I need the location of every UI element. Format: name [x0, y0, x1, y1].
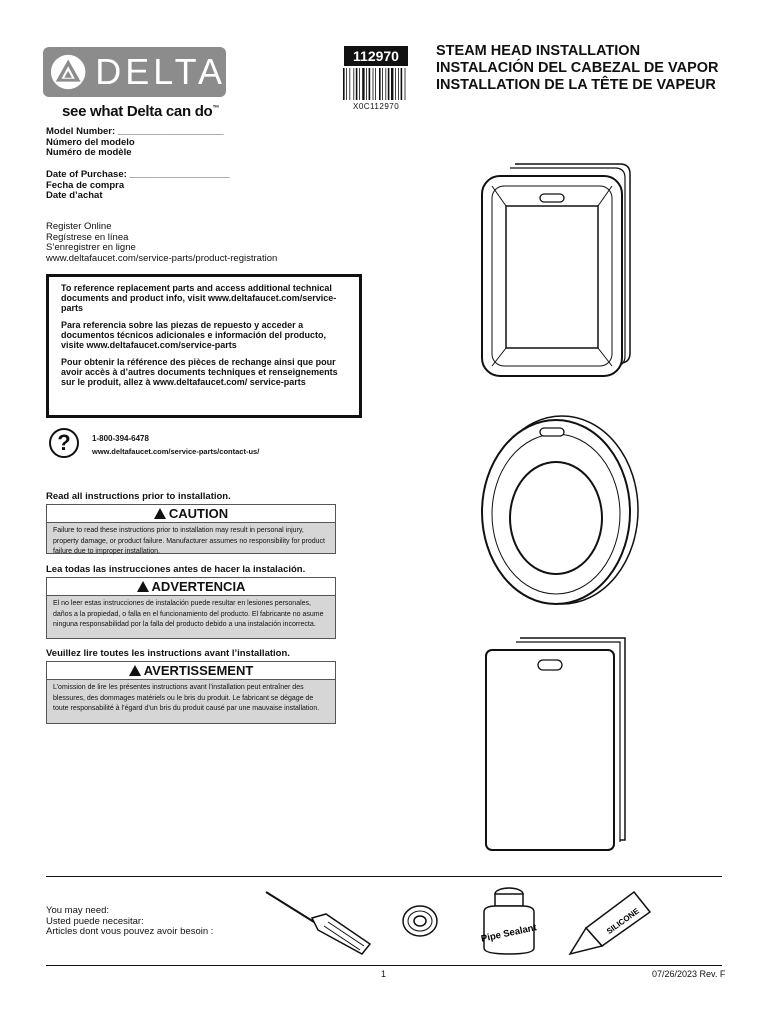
revision-date: 07/26/2023 Rev. F	[652, 969, 726, 979]
warning-triangle-icon	[137, 581, 149, 592]
title-en: STEAM HEAD INSTALLATION	[436, 43, 641, 59]
avertissement-title: AVERTISSEMENT	[47, 662, 335, 680]
caution-box	[46, 504, 336, 554]
register-block	[46, 222, 277, 264]
advertencia-body: El no leer estas instrucciones de instalación puede resultar en lesiones personales, daños a la propiedad, o falla en el funcionamiento del producto. El fabricante no asume ninguna responsabilidad por la falla del producto debido a una instalación incorrecta.	[53, 600, 324, 628]
title-es: INSTALACIÓN DEL CABEZAL DE VAPOR	[436, 60, 719, 76]
silicone-label: SILICONE	[604, 906, 641, 936]
rectangular-steam-head-illustration	[480, 630, 640, 860]
screwdriver-icon	[262, 888, 374, 956]
barcode-bar	[349, 68, 350, 100]
barcode-bar	[373, 68, 374, 100]
warning-triangle-icon	[154, 508, 166, 519]
you-may-need-fr: Articles dont vous pouvez avoir besoin :	[46, 926, 214, 937]
help-url[interactable]: www.deltafaucet.com/service-parts/contact-us/	[92, 447, 260, 456]
service-parts-info-box	[46, 274, 362, 418]
purchase-date-label: Date of Purchase: ___________________	[46, 169, 230, 180]
barcode-bar	[343, 68, 345, 100]
info-en: To reference replacement parts and access additional technical documents and product info, visit www.deltafaucet.com/service-parts	[61, 283, 337, 313]
you-may-need-block	[46, 906, 213, 938]
avertissement-body: L’omission de lire les présentes instructions avant l’installation peut entraîner des blessures, des dommages matériels ou le bris du produit. Le fabricant se dégage de toute responsabilité à l’égard d’un bris du produit causé par une mauvaise installation.	[53, 684, 320, 712]
barcode-bar	[362, 68, 364, 100]
register-fr: S’enregistrer en ligne	[46, 242, 136, 253]
barcode-bar	[375, 68, 376, 100]
advertencia-title: ADVERTENCIA	[47, 578, 335, 596]
barcode-bar	[379, 68, 381, 100]
barcode-bar	[405, 68, 406, 100]
brand-name: DELTA	[95, 51, 226, 92]
warning-triangle-icon	[129, 665, 141, 676]
barcode-bar	[388, 68, 390, 100]
caution-title: CAUTION	[47, 505, 335, 523]
register-en: Register Online	[46, 221, 112, 232]
barcode-bar	[346, 68, 347, 100]
round-steam-head-illustration	[470, 410, 645, 610]
model-number-es: Número del modelo	[46, 136, 135, 148]
barcode-bar	[359, 68, 360, 100]
delta-logo	[43, 47, 226, 97]
model-number-fr: Numéro de modèle	[46, 147, 132, 158]
plumber-tape-icon	[400, 903, 440, 939]
model-number-block	[46, 127, 223, 159]
pipe-sealant-icon	[476, 882, 542, 958]
barcode-bar	[369, 68, 371, 100]
register-es: Regístrese en línea	[46, 231, 129, 243]
barcode	[343, 68, 409, 100]
purchase-date-block	[46, 170, 230, 202]
tools-top-rule	[46, 876, 722, 877]
footer-rule	[46, 965, 722, 966]
advertencia-box	[46, 577, 336, 639]
purchase-date-fr: Date d’achat	[46, 190, 103, 201]
delta-logo-icon	[49, 52, 87, 92]
barcode-bar	[395, 68, 396, 100]
square-steam-head-illustration	[470, 158, 640, 383]
barcode-bar	[401, 68, 403, 100]
info-es: Para referencia sobre las piezas de repuesto y acceder a documentos técnicos adicionales e información del producto, visite www.deltafaucet.com/service-parts	[61, 320, 327, 350]
silicone-tube-icon	[564, 884, 660, 956]
model-number-label: Model Number: ____________________	[46, 126, 224, 137]
brand-tagline: see what Delta can do™	[62, 103, 220, 120]
barcode-bar	[353, 68, 354, 100]
barcode-bar	[391, 68, 393, 100]
pipe-sealant-label: Pipe Sealant	[480, 922, 538, 945]
warning-heading-en: Read all instructions prior to installation.	[46, 491, 231, 502]
register-url[interactable]: www.deltafaucet.com/service-parts/product-registration	[46, 252, 278, 264]
warning-heading-es: Lea todas las instrucciones antes de hacer la instalación.	[46, 564, 306, 575]
barcode-text: X0C112970	[353, 102, 400, 111]
you-may-need-en: You may need:	[46, 905, 110, 916]
help-question-icon: ?	[49, 428, 79, 458]
warning-heading-fr: Veuillez lire toutes les instructions avant l’installation.	[46, 648, 290, 659]
barcode-bar	[356, 68, 358, 100]
help-phone[interactable]: 1-800-394-6478	[92, 434, 149, 443]
caution-body: Failure to read these instructions prior to installation may result in personal injury, property damage, or product failure. Manufacturer assumes no responsibility for product failure due to improper installation.	[53, 527, 325, 555]
barcode-bar	[382, 68, 383, 100]
barcode-bar	[385, 68, 386, 100]
page-number: 1	[381, 969, 387, 979]
you-may-need-es: Usted puede necesitar:	[46, 915, 144, 927]
barcode-bar	[366, 68, 367, 100]
info-fr: Pour obtenir la référence des pièces de rechange ainsi que pour avoir accès à d’autres documents techniques et renseignements sur le produit, allez à www.deltafaucet.com/ service-parts	[61, 357, 338, 387]
avertissement-box	[46, 661, 336, 724]
document-titles	[436, 43, 719, 94]
part-number: 112970	[344, 46, 408, 66]
barcode-bar	[398, 68, 399, 100]
purchase-date-es: Fecha de compra	[46, 179, 125, 191]
title-fr: INSTALLATION DE LA TÊTE DE VAPEUR	[436, 77, 716, 93]
